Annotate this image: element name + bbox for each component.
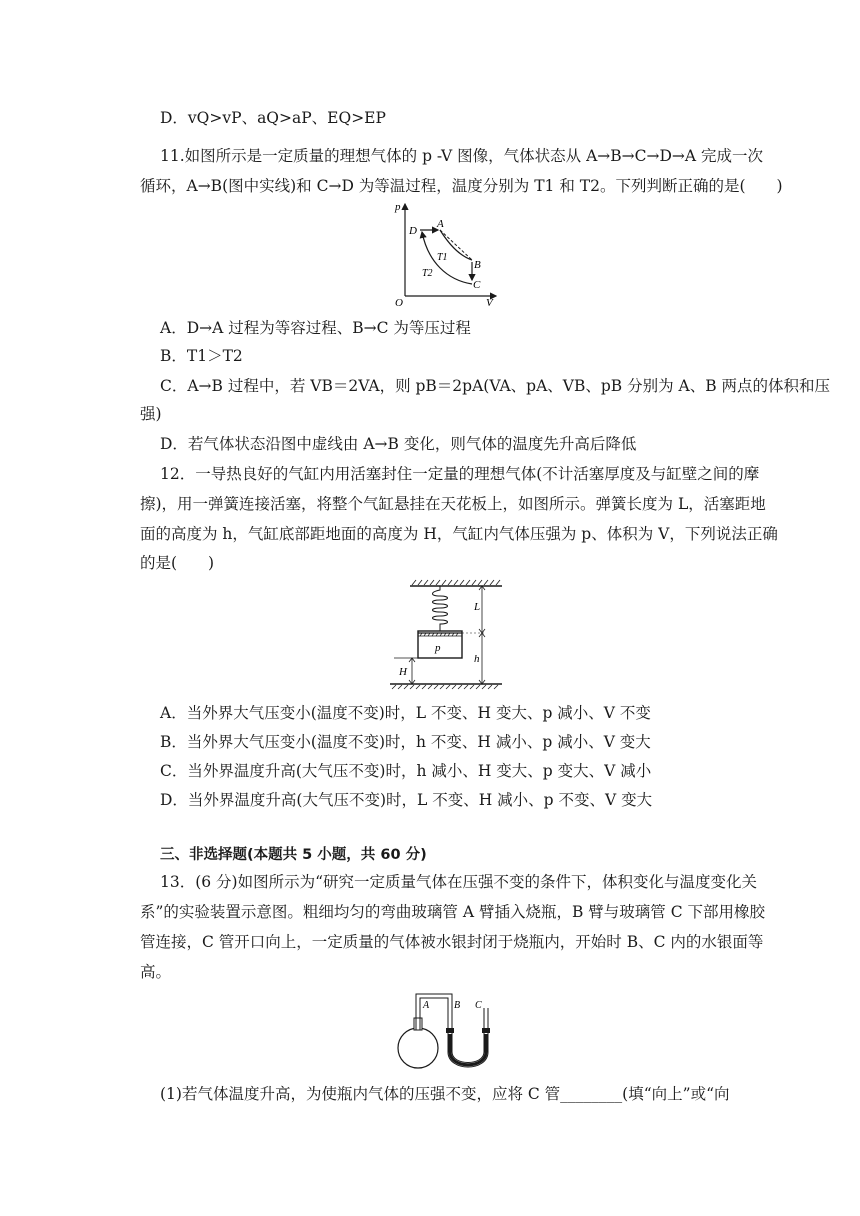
q13-stem-line4: 高。 [140,963,172,981]
h-small-label: h [474,653,480,665]
q12-option-d: D．当外界温度升高(大气压不变)时，L 不变、H 减小、p 不变、V 变大 [160,791,653,809]
l-label: L [474,601,481,613]
q12-option-c: C．当外界温度升高(大气压不变)时，h 减小、H 变大、p 变大、V 减小 [160,762,652,780]
ceiling-hatch [412,580,500,585]
q12-cylinder-diagram [386,576,508,692]
q11-option-c-line1: C．A→B 过程中，若 VB＝2VA，则 pB＝2pA(VA、pA、VB、pB 分别为 A、B 两点的体积和压 [160,377,831,395]
point-d-label: D [409,225,417,237]
q11-option-d: D．若气体状态沿图中虚线由 A→B 变化，则气体的温度先升高后降低 [160,435,637,453]
p-axis-label: p [395,201,401,213]
q13-subquestion-1: (1)若气体温度升高，为使瓶内气体的压强不变，应将 C 管________(填“向上”或“向 [160,1085,730,1103]
ground-hatch [392,685,498,689]
origin-label: O [395,297,403,308]
q11-stem-line2: 循环，A→B(图中实线)和 C→D 为等温过程，温度分别为 T1 和 T2。下列判断正确的是( ) [140,177,783,195]
point-b-label: B [474,259,481,271]
tube-a-label: A [423,1000,430,1011]
q12-stem-line4: 的是( ) [140,554,215,572]
q11-option-a: A．D→A 过程为等容过程、B→C 为等压过程 [160,319,471,337]
point-a-label: A [437,218,444,230]
q13-stem-line2: 系”的实验装置示意图。粗细均匀的弯曲玻璃管 A 臂插入烧瓶，B 臂与玻璃管 C 下部用橡胶 [140,903,766,921]
section-title: 三、非选择题(本题共 5 小题，共 60 分) [160,847,427,863]
spring [433,586,448,631]
q13-apparatus-diagram [396,988,500,1074]
q13-stem-line3: 管连接，C 管开口向上，一定质量的气体被水银封闭于烧瓶内，开始时 B、C 内的水银面等 [140,933,764,951]
point-c-label: C [473,279,481,291]
stopper [414,1018,422,1030]
q12-option-a: A．当外界大气压变小(温度不变)时，L 不变、H 变大、p 减小、V 不变 [160,704,651,722]
tube-b-label: B [454,1000,461,1011]
mercury [450,1034,486,1065]
q12-option-b: B．当外界大气压变小(温度不变)时，h 不变、H 减小、p 减小、V 变大 [160,733,651,751]
pressure-label: p [435,642,441,654]
flask [398,1028,438,1068]
q11-pv-diagram [392,196,502,308]
v-axis-label: V [486,297,493,308]
q12-stem-line3: 面的高度为 h，气缸底部距地面的高度为 H，气缸内气体压强为 p、体积为 V，下列说法正确 [140,525,778,543]
t2-label: T2 [422,268,433,279]
q12-stem-line1: 12．一导热良好的气缸内用活塞封住一定量的理想气体(不计活塞厚度及与缸壁之间的摩 [160,465,760,483]
q11-option-b: B．T1＞T2 [160,347,243,365]
q11-stem-line1: 11.如图所示是一定质量的理想气体的 p -V 图像，气体状态从 A→B→C→D→A 完成一次 [160,147,764,165]
q13-stem-line1: 13．(6 分)如图所示为“研究一定质量气体在压强不变的条件下，体积变化与温度变化关 [160,873,758,891]
tube-c-label: C [475,1000,482,1011]
q11-option-c-line2: 强) [140,405,162,423]
q12-stem-line2: 擦)，用一弹簧连接活塞，将整个气缸悬挂在天花板上，如图所示。弹簧长度为 L，活塞距地 [140,495,766,513]
t1-label: T1 [437,252,448,263]
h-big-label: H [399,666,407,678]
q10-option-d: D．vQ>vP、aQ>aP、EQ>EP [160,109,386,127]
